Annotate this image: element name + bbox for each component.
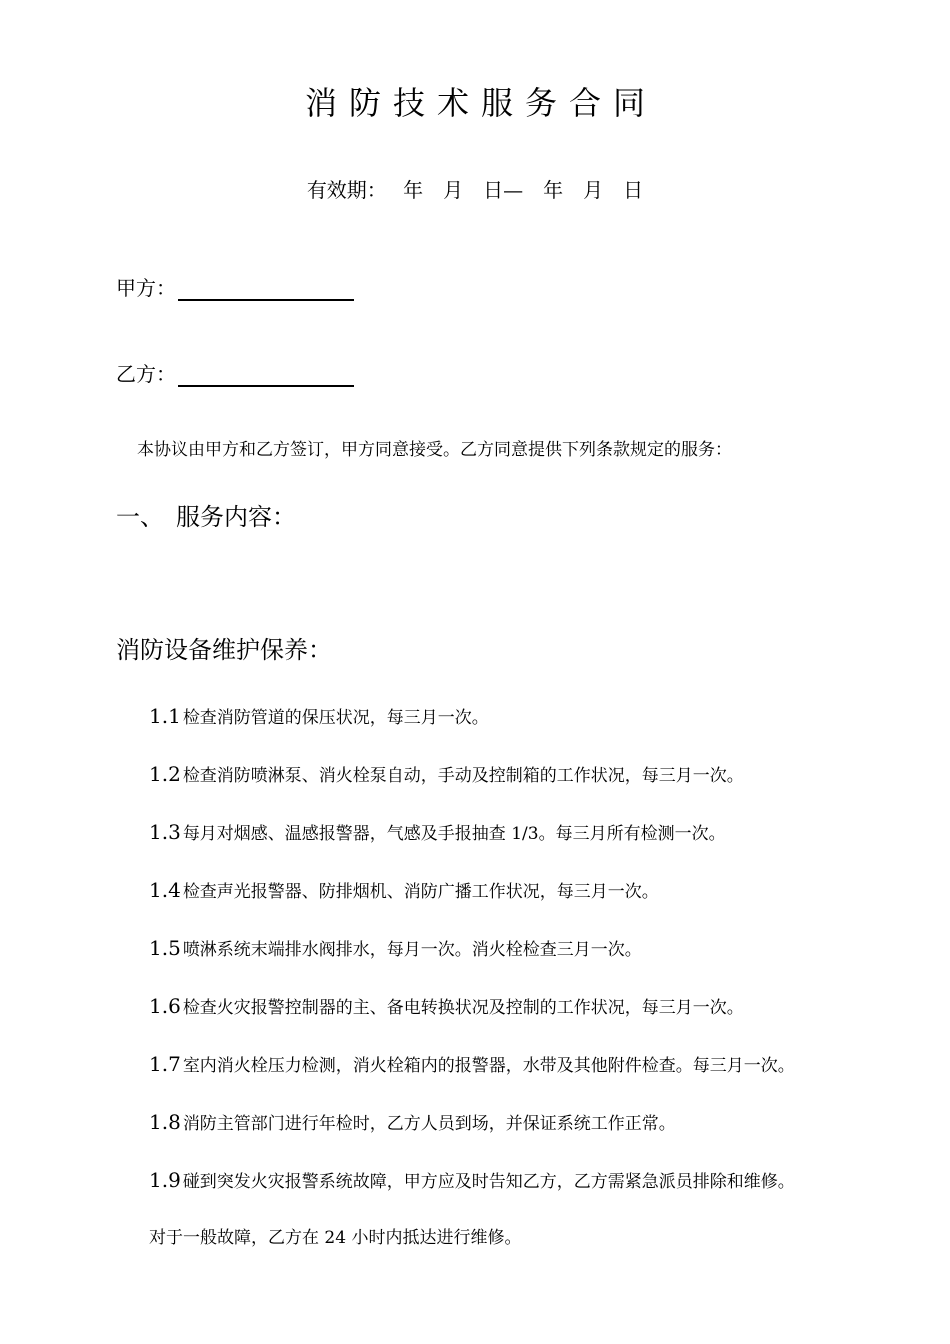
party-b-blank [178,361,354,387]
item-text: 检查声光报警器、防排烟机、消防广播工作状况，每三月一次。 [182,882,659,902]
list-item [149,993,929,1051]
item-number: 1.9 [149,1168,181,1192]
document-title: 消防技术服务合同 [304,84,657,122]
item-text: 喷淋系统末端排水阀排水，每月一次。消火栓检查三月一次。 [182,940,642,960]
item-number: 1.5 [149,936,181,960]
section-heading-service-content: 一、 服务内容： [116,503,296,531]
list-item [149,877,929,935]
list-item [149,1109,929,1167]
party-a-blank [178,275,354,301]
item-number: 1.8 [149,1110,181,1134]
item-text: 碰到突发火灾报警系统故障，甲方应及时告知乙方，乙方需紧急派员排除和维修。 [182,1172,795,1192]
validity-period: 有效期： 年 月 日— 年 月 日 [306,178,644,202]
list-item [149,703,929,761]
item-text: 检查消防管道的保压状况，每三月一次。 [182,708,489,728]
list-item [149,935,929,993]
party-b-label: 乙方： [116,362,176,386]
party-a [116,272,354,301]
list-item [149,1051,929,1109]
tail-paragraph: 对于一般故障，乙方在 24 小时内抵达进行维修。 [149,1228,522,1248]
maintenance-items-list [149,703,929,1225]
item-text: 室内消火栓压力检测，消火栓箱内的报警器，水带及其他附件检查。每三月一次。 [182,1056,795,1076]
item-number: 1.7 [149,1052,181,1076]
item-text: 检查火灾报警控制器的主、备电转换状况及控制的工作状况，每三月一次。 [182,998,744,1018]
item-number: 1.1 [149,704,181,728]
party-b [116,358,354,387]
list-item [149,819,929,877]
item-number: 1.3 [149,820,181,844]
intro-paragraph: 本协议由甲方和乙方签订，甲方同意接受。乙方同意提供下列条款规定的服务： [137,440,732,460]
item-text: 消防主管部门进行年检时，乙方人员到场，并保证系统工作正常。 [182,1114,676,1134]
item-number: 1.4 [149,878,181,902]
item-text: 每月对烟感、温感报警器，气感及手报抽查 1/3。每三月所有检测一次。 [182,824,726,844]
item-number: 1.6 [149,994,181,1018]
sub-heading-maintenance: 消防设备维护保养： [116,636,332,664]
item-number: 1.2 [149,762,181,786]
item-text: 检查消防喷淋泵、消火栓泵自动，手动及控制箱的工作状况，每三月一次。 [182,766,744,786]
list-item [149,1167,929,1225]
list-item [149,761,929,819]
party-a-label: 甲方： [116,276,176,300]
